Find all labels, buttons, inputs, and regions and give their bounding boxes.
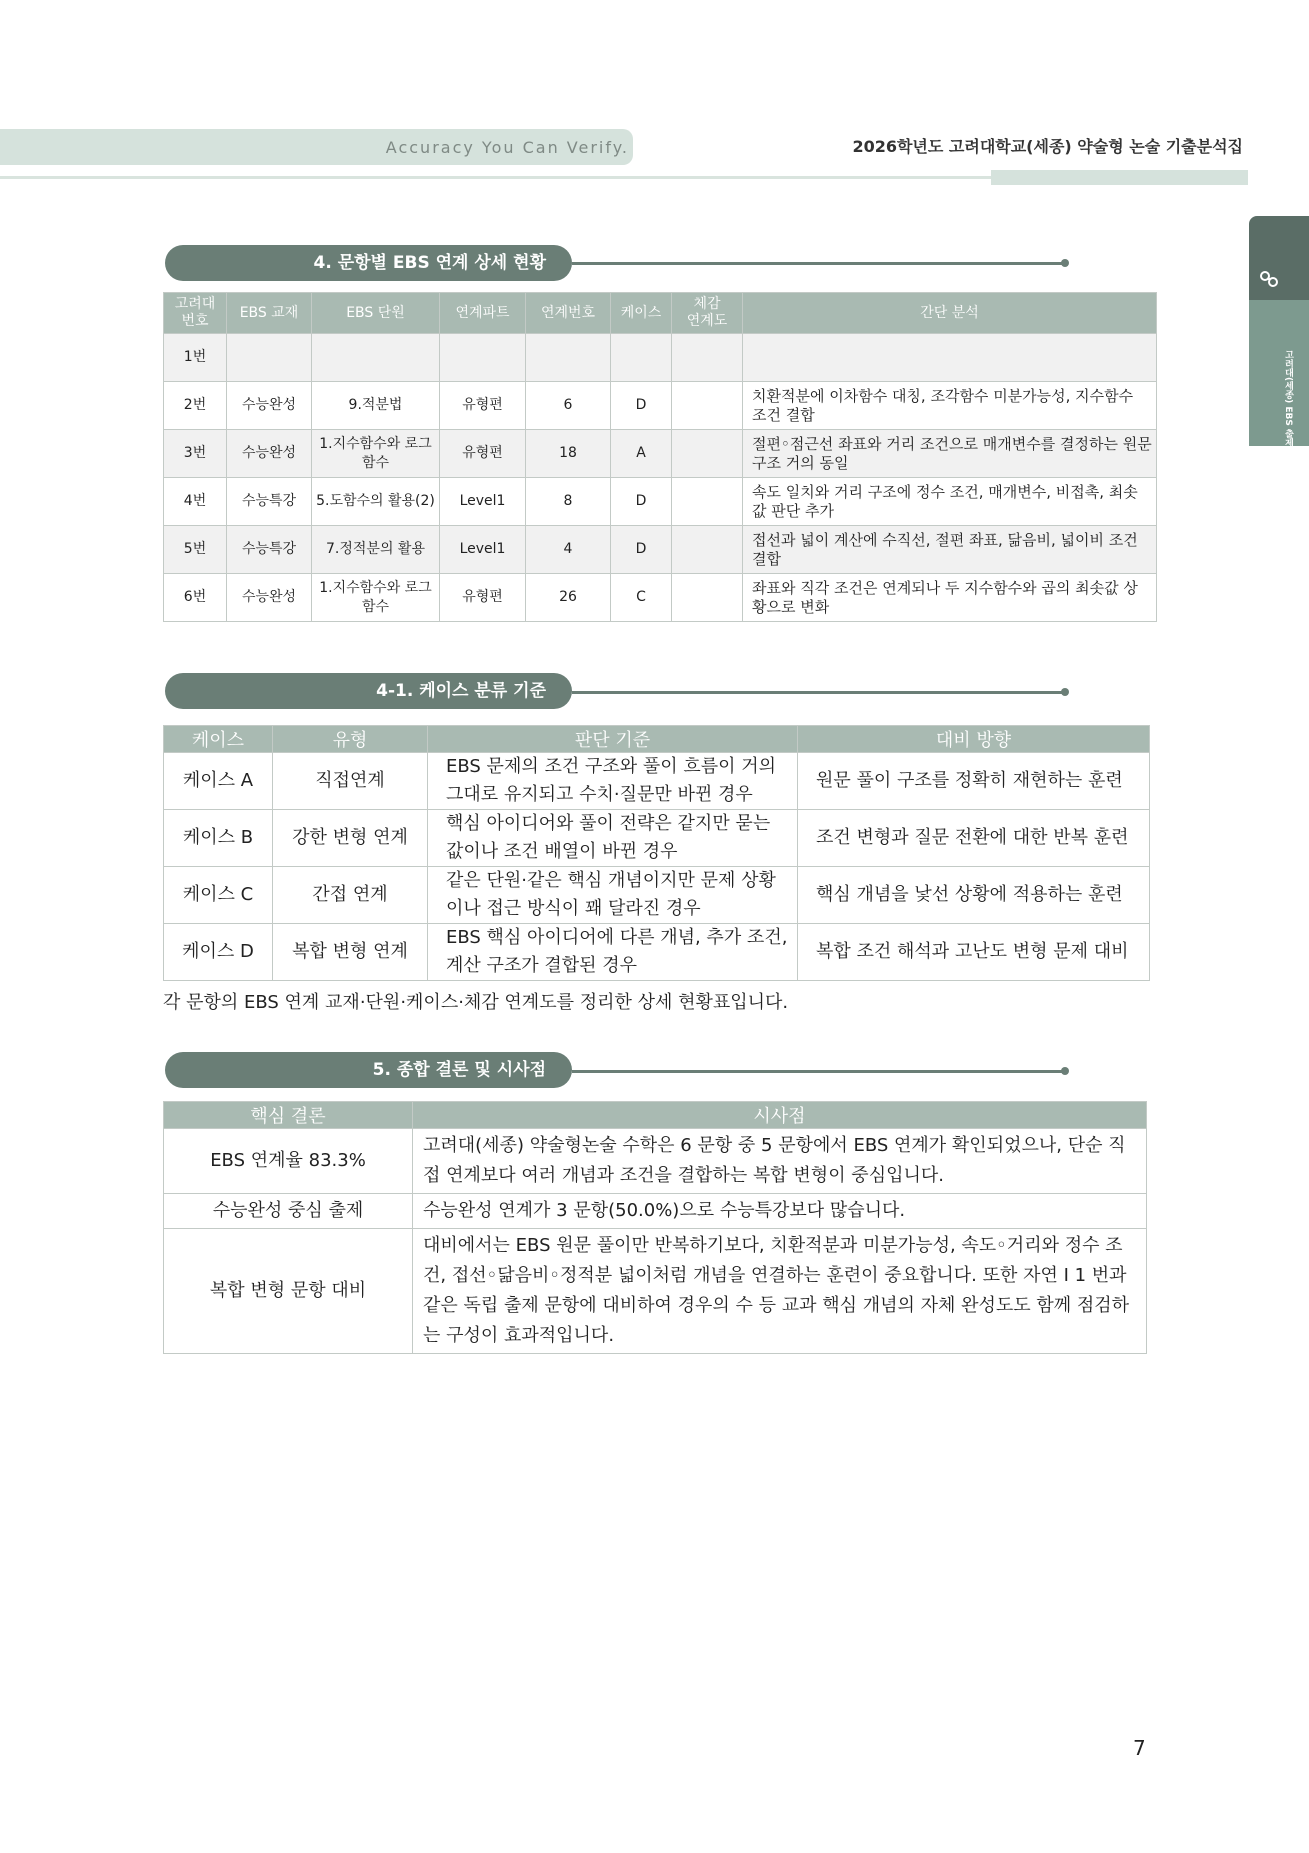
- table-cell: 수능완성: [227, 430, 312, 478]
- table-cell: 좌표와 직각 조건은 연계되나 두 지수함수와 곱의 최솟값 상황으로 변화: [743, 574, 1157, 622]
- table-cell: 유형편: [440, 382, 526, 430]
- section-5-rule: [572, 1070, 1064, 1073]
- table-cell: 수능완성: [227, 382, 312, 430]
- table-cell: 케이스 B: [164, 810, 273, 867]
- column-header: 핵심 결론: [164, 1102, 413, 1129]
- column-header: 대비 방향: [798, 726, 1150, 753]
- table-cell: 속도 일치와 거리 구조에 정수 조건, 매개변수, 비접촉, 최솟값 판단 추가: [743, 478, 1157, 526]
- table-row: [164, 867, 1150, 924]
- table-cell: 8: [526, 478, 611, 526]
- column-header: EBS 단원: [312, 293, 440, 334]
- table-cell: [672, 334, 743, 382]
- table-cell: 7.정적분의 활용: [312, 526, 440, 574]
- table-cell: 3번: [164, 430, 227, 478]
- table-row: [164, 1129, 1147, 1194]
- table-row: [164, 526, 1157, 574]
- table-cell: [227, 334, 312, 382]
- table-cell: 치환적분에 이차함수 대칭, 조각함수 미분가능성, 지수함수 조건 결합: [743, 382, 1157, 430]
- table-cell: 복합 조건 해석과 고난도 변형 문제 대비: [798, 924, 1150, 981]
- table-cell: 유형편: [440, 574, 526, 622]
- table-cell: 수능완성 연계가 3 문항(50.0%)으로 수능특강보다 많습니다.: [413, 1194, 1147, 1229]
- table-row: [164, 382, 1157, 430]
- ebs-link-detail-table: [163, 292, 1157, 622]
- table-cell: 수능특강: [227, 526, 312, 574]
- table-row: [164, 1194, 1147, 1229]
- table-cell: 원문 풀이 구조를 정확히 재현하는 훈련: [798, 753, 1150, 810]
- column-header: 고려대 번호: [164, 293, 227, 334]
- conclusion-table: [163, 1101, 1147, 1354]
- table-cell: [526, 334, 611, 382]
- table-header-row: [164, 293, 1157, 334]
- table-cell: 1번: [164, 334, 227, 382]
- column-header: 유형: [273, 726, 428, 753]
- table-cell: EBS 문제의 조건 구조와 풀이 흐름이 거의 그대로 유지되고 수치·질문만 바뀐 경우: [428, 753, 798, 810]
- table-cell: 4번: [164, 478, 227, 526]
- table-cell: Level1: [440, 478, 526, 526]
- table-cell: 5번: [164, 526, 227, 574]
- column-header: 연계파트: [440, 293, 526, 334]
- page-number: 7: [1133, 1736, 1146, 1760]
- side-tab-label: 고려대(세종) EBS 출제 분석 보고서: [1283, 350, 1293, 499]
- table-cell: [672, 430, 743, 478]
- table-row: [164, 924, 1150, 981]
- table-cell: 케이스 D: [164, 924, 273, 981]
- table-cell: 직접연계: [273, 753, 428, 810]
- table-cell: 강한 변형 연계: [273, 810, 428, 867]
- table-cell: 9.적분법: [312, 382, 440, 430]
- column-header: 연계번호: [526, 293, 611, 334]
- table-cell: D: [611, 382, 672, 430]
- table-body: [164, 753, 1150, 981]
- table-cell: 수능완성: [227, 574, 312, 622]
- table-cell: 고려대(세종) 약술형논술 수학은 6 문항 중 5 문항에서 EBS 연계가 확인되었으나, 단순 직접 연계보다 여러 개념과 조건을 결합하는 복합 변형이 중심입니다.: [413, 1129, 1147, 1194]
- table-cell: 수능완성 중심 출제: [164, 1194, 413, 1229]
- table-cell: 수능특강: [227, 478, 312, 526]
- table-row: [164, 753, 1150, 810]
- case-criteria-table: [163, 725, 1150, 981]
- section-5-rule-dot: [1061, 1067, 1069, 1075]
- column-header: 간단 분석: [743, 293, 1157, 334]
- table-cell: 케이스 A: [164, 753, 273, 810]
- table-cell: [672, 526, 743, 574]
- section-4-rule-dot: [1061, 259, 1069, 267]
- header-tagline: Accuracy You Can Verify.: [385, 138, 629, 157]
- table-cell: 케이스 C: [164, 867, 273, 924]
- section-4-1-title: 4-1. 케이스 분류 기준: [165, 673, 572, 709]
- table-cell: 6번: [164, 574, 227, 622]
- table-cell: D: [611, 478, 672, 526]
- table-body: [164, 1129, 1147, 1354]
- column-header: 체감 연계도: [672, 293, 743, 334]
- table-cell: 5.도함수의 활용(2): [312, 478, 440, 526]
- table-cell: 6: [526, 382, 611, 430]
- table-cell: [440, 334, 526, 382]
- table-row: [164, 430, 1157, 478]
- table-cell: 1.지수함수와 로그함수: [312, 430, 440, 478]
- column-header: EBS 교재: [227, 293, 312, 334]
- table-cell: EBS 연계율 83.3%: [164, 1129, 413, 1194]
- table-cell: [743, 334, 1157, 382]
- table-cell: 1.지수함수와 로그함수: [312, 574, 440, 622]
- table-cell: 복합 변형 문항 대비: [164, 1229, 413, 1354]
- table-row: [164, 478, 1157, 526]
- column-header: 판단 기준: [428, 726, 798, 753]
- table-cell: D: [611, 526, 672, 574]
- section-4-title: 4. 문항별 EBS 연계 상세 현황: [165, 245, 572, 281]
- table-header-row: [164, 726, 1150, 753]
- table-cell: EBS 핵심 아이디어에 다른 개념, 추가 조건, 계산 구조가 결합된 경우: [428, 924, 798, 981]
- header-accent-bar: [991, 170, 1248, 185]
- table-cell: C: [611, 574, 672, 622]
- table-cell: [672, 478, 743, 526]
- logo-icon: [1258, 268, 1280, 295]
- table-cell: 핵심 아이디어와 풀이 전략은 같지만 묻는 값이나 조건 배열이 바뀐 경우: [428, 810, 798, 867]
- table-cell: 조건 변형과 질문 전환에 대한 반복 훈련: [798, 810, 1150, 867]
- table-cell: 18: [526, 430, 611, 478]
- table-cell: 2번: [164, 382, 227, 430]
- table-cell: 핵심 개념을 낯선 상황에 적용하는 훈련: [798, 867, 1150, 924]
- table-cell: 접선과 넓이 계산에 수직선, 절편 좌표, 닮음비, 넓이비 조건 결합: [743, 526, 1157, 574]
- table-row: [164, 810, 1150, 867]
- column-header: 케이스: [611, 293, 672, 334]
- table-body: [164, 334, 1157, 622]
- section-5-title: 5. 종합 결론 및 시사점: [165, 1052, 572, 1088]
- table-row: [164, 334, 1157, 382]
- table-cell: 같은 단원·같은 핵심 개념이지만 문제 상황이나 접근 방식이 꽤 달라진 경우: [428, 867, 798, 924]
- table-cell: [672, 574, 743, 622]
- column-header: 케이스: [164, 726, 273, 753]
- section-4-1-rule: [572, 691, 1064, 694]
- table-cell: [611, 334, 672, 382]
- section-4-1-rule-dot: [1061, 688, 1069, 696]
- table-row: [164, 1229, 1147, 1354]
- table-cell: 복합 변형 연계: [273, 924, 428, 981]
- table-cell: 4: [526, 526, 611, 574]
- header-title: 2026학년도 고려대학교(세종) 약술형 논술 기출분석집: [852, 137, 1243, 156]
- table-header-row: [164, 1102, 1147, 1129]
- table-cell: A: [611, 430, 672, 478]
- column-header: 시사점: [413, 1102, 1147, 1129]
- table-cell: 간접 연계: [273, 867, 428, 924]
- table-cell: 대비에서는 EBS 원문 풀이만 반복하기보다, 치환적분과 미분가능성, 속도◦거리와 정수 조건, 접선◦닮음비◦정적분 넓이처럼 개념을 연결하는 훈련이 중요합니다. 또한 자연 I 1 번과 같은 독립 출제 문항에 대비하여 경우의 수 등 교과 핵심 개념의 자체 완성도도 함께 점검하는 구성이 효과적입니다.: [413, 1229, 1147, 1354]
- table-cell: [312, 334, 440, 382]
- table-cell: Level1: [440, 526, 526, 574]
- table-cell: 유형편: [440, 430, 526, 478]
- table-cell: 절편◦점근선 좌표와 거리 조건으로 매개변수를 결정하는 원문 구조 거의 동일: [743, 430, 1157, 478]
- table-caption-note: 각 문항의 EBS 연계 교재·단원·케이스·체감 연계도를 정리한 상세 현황표입니다.: [163, 992, 789, 1013]
- table-cell: 26: [526, 574, 611, 622]
- table-cell: [672, 382, 743, 430]
- section-4-rule: [572, 262, 1064, 265]
- table-row: [164, 574, 1157, 622]
